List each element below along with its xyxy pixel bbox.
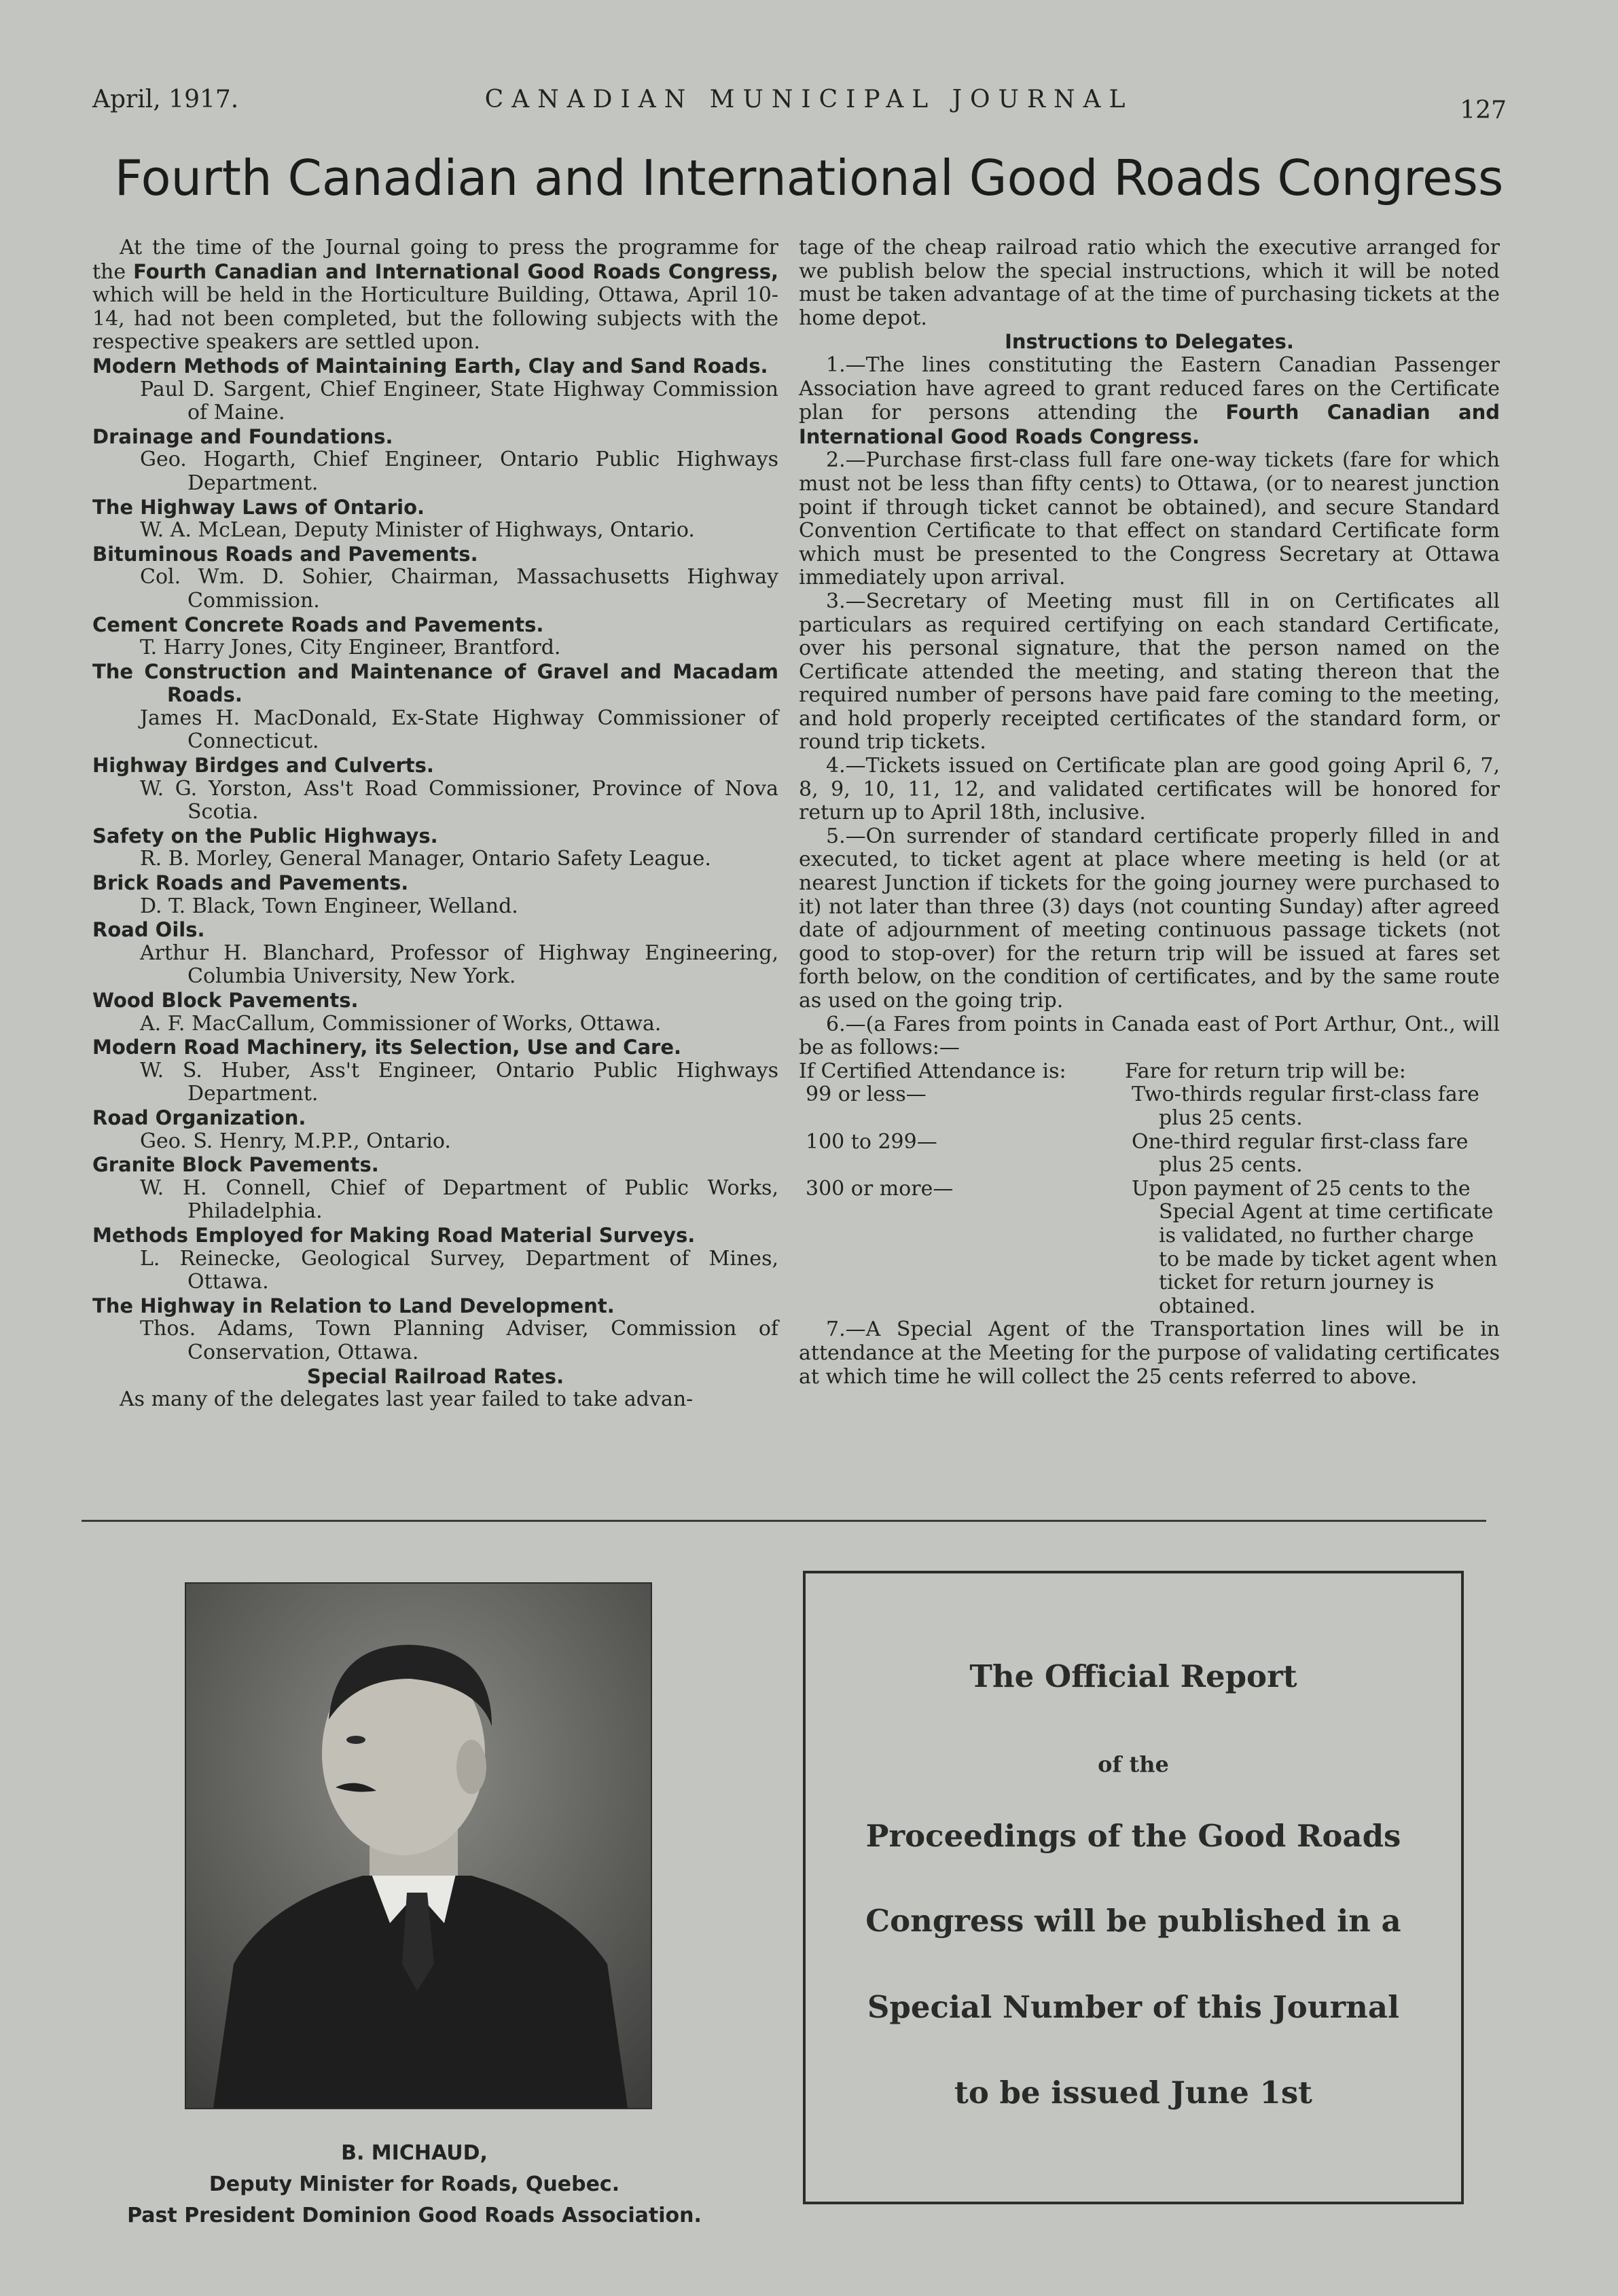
notice-line-3: Proceedings of the Good Roads	[865, 1818, 1401, 1854]
programme-speaker: W. G. Yorston, Ass't Road Commissioner, Province of Nova Scotia.	[140, 776, 778, 824]
instruction-4: 4.—Tickets issued on Certificate plan are good going April 6, 7, 8, 9, 10, 11, 12, and validated certificates will be honored for return up to April 18th, inclusive.	[799, 754, 1500, 825]
programme-topic: Safety on the Public Highways.	[92, 824, 438, 848]
fare-row	[799, 1178, 1500, 1319]
programme-speaker: Thos. Adams, Town Planning Adviser, Commission of Conservation, Ottawa.	[140, 1317, 778, 1364]
programme-speaker: Geo. Hogarth, Chief Engineer, Ontario Public Highways Department.	[140, 448, 778, 495]
instruction-5: 5.—On surrender of standard certificate properly filled in and executed, to ticket agent at place where meeting is held (or at nearest Junction if tickets for the going journey were purchased to it) not later than three (3) days (not counting Sunday) after agreed date of adjournment of meeting continuous passage tickets (not good to stop-over) for the return trip will be issued at fares set forth below, on the condition of certificates, and by the same route as used on the going trip.	[799, 824, 1500, 1013]
left-column	[92, 236, 778, 1412]
fare-header-fare: Fare for return trip will be:	[1125, 1059, 1406, 1083]
fare-amount: One-third regular first-class fare plus 25 cents.	[1132, 1129, 1469, 1178]
page-number: 127	[1460, 96, 1507, 124]
notice-line-1: The Official Report	[969, 1658, 1297, 1694]
rail-text-start: As many of the delegates last year failed to take advan-	[120, 1387, 694, 1412]
instruction-3: 3.—Secretary of Meeting must fill in on Certificates all particulars as required certifying on each standard Certificate, over his personal signature, that the person named on the Certificate attended the meeting, and stating thereon that the required number of persons have paid fare coming to the meeting, and hold properly receipted certificates of the standard form, or round trip tickets.	[799, 589, 1500, 754]
programme-topic: The Highway Laws of Ontario.	[92, 495, 425, 519]
programme-speaker: Col. Wm. D. Sohier, Chairman, Massachusetts Highway Commission.	[140, 565, 778, 613]
programme-list	[92, 354, 778, 1365]
programme-topic: Cement Concrete Roads and Pavements.	[92, 613, 544, 636]
programme-speaker: A. F. MacCallum, Commissioner of Works, Ottawa.	[140, 1011, 662, 1036]
portrait-photo	[185, 1582, 652, 2109]
official-report-notice	[803, 1571, 1464, 2204]
programme-speaker: W. A. McLean, Deputy Minister of Highways, Ontario.	[140, 518, 695, 543]
programme-topic: Wood Block Pavements.	[92, 989, 359, 1012]
programme-speaker: James H. MacDonald, Ex-State Highway Commissioner of Connecticut.	[140, 706, 778, 754]
fare-amount: Two-thirds regular first-class fare plus 25 cents.	[1132, 1082, 1479, 1130]
right-column	[799, 236, 1500, 1389]
article-title: Fourth Canadian and International Good Roads Congress	[114, 149, 1504, 206]
intro-congress-name: Fourth Canadian and International Good Roads Congress,	[133, 259, 778, 283]
fare-table	[799, 1060, 1500, 1319]
intro-text-end: which will be held in the Horticulture Building, Ottawa, April 10-14, had not been completed, but the following subjects with the respective speakers are settled upon.	[92, 283, 778, 354]
instruction-6: 6.—(a Fares from points in Canada east of Port Arthur, Ont., will be as follows:—	[799, 1012, 1500, 1060]
intro-text-start: At the time of the Journal going to press the programme for the	[92, 236, 778, 284]
programme-speaker: T. Harry Jones, City Engineer, Brantford.	[140, 636, 561, 660]
programme-speaker: Geo. S. Henry, M.P.P., Ontario.	[140, 1129, 451, 1153]
instruction-1-text: 1.—The lines constituting the Eastern Canadian Passenger Association have agreed to grant reduced fares on the Certificate plan for persons attending the	[799, 352, 1500, 425]
programme-topic: Bituminous Roads and Pavements.	[92, 542, 478, 566]
programme-speaker: R. B. Morley, General Manager, Ontario Safety League.	[140, 847, 711, 871]
programme-topic: Drainage and Foundations.	[92, 424, 393, 448]
issue-date: April, 1917.	[92, 86, 239, 113]
programme-speaker: W. H. Connell, Chief of Department of Public Works, Philadelphia.	[140, 1176, 778, 1224]
caption-name: B. MICHAUD,	[341, 2141, 488, 2165]
fare-header-attendance: If Certified Attendance is:	[799, 1059, 1066, 1083]
caption-title: Deputy Minister for Roads, Quebec.	[209, 2172, 620, 2196]
programme-topic: Modern Methods of Maintaining Earth, Clay and Sand Roads.	[92, 354, 768, 378]
programme-topic: Brick Roads and Pavements.	[92, 871, 409, 895]
programme-speaker: D. T. Black, Town Engineer, Welland.	[140, 894, 518, 918]
fare-amount: Upon payment of 25 cents to the Special Agent at time certificate is validated, no further charge to be made by ticket agent when ticket for return journey is obtained.	[1132, 1176, 1498, 1318]
fare-row	[799, 1083, 1500, 1130]
fare-row	[799, 1131, 1500, 1178]
programme-topic: Modern Road Machinery, its Selection, Use and Care.	[92, 1036, 681, 1059]
programme-speaker: Arthur H. Blanchard, Professor of Highway Engineering, Columbia University, New York.	[140, 941, 778, 989]
programme-topic: Methods Employed for Making Road Material Surveys.	[92, 1223, 696, 1247]
journal-name: CANADIAN MUNICIPAL JOURNAL	[484, 86, 1134, 113]
programme-topic: Road Oils.	[92, 918, 205, 942]
programme-topic: Road Organization.	[92, 1106, 306, 1129]
programme-speaker: Paul D. Sargent, Chief Engineer, State Highway Commission of Maine.	[140, 377, 778, 425]
fare-rows	[799, 1083, 1500, 1318]
caption-position: Past President Dominion Good Roads Association.	[127, 2204, 702, 2227]
instructions-heading: Instructions to Delegates.	[1005, 330, 1294, 354]
notice-line-6: to be issued June 1st	[954, 2075, 1312, 2111]
portrait-illustration	[186, 1584, 651, 2108]
instruction-7: 7.—A Special Agent of the Transportation lines will be in attendance at the Meeting for the purpose of validating certificates at which time he will collect the 25 cents referred to above.	[799, 1317, 1500, 1389]
notice-line-2: of the	[1098, 1751, 1169, 1777]
programme-speaker: W. S. Huber, Ass't Engineer, Ontario Public Highways Department.	[140, 1058, 778, 1106]
instruction-1	[799, 354, 1500, 449]
programme-speaker: L. Reinecke, Geological Survey, Department of Mines, Ottawa.	[140, 1246, 778, 1294]
instruction-2: 2.—Purchase first-class full fare one-way tickets (fare for which must not be less than fifty cents) to Ottawa, (or to nearest junction point if through ticket cannot be obtained), and secure Standard Convention Certificate to that effect on standard Certificate form which must be presented to the Congress Secretary at Ottawa immediately upon arrival.	[799, 448, 1500, 590]
section-divider	[82, 1520, 1486, 1522]
fare-table-header	[799, 1060, 1500, 1084]
instruction-1-congress: Fourth Canadian and International Good Roads Congress.	[799, 401, 1500, 448]
programme-topic: Granite Block Pavements.	[92, 1153, 379, 1177]
intro-paragraph	[92, 236, 778, 354]
programme-topic: The Highway in Relation to Land Development.	[92, 1294, 615, 1317]
programme-topic: Highway Birdges and Culverts.	[92, 754, 434, 778]
fare-attendance: 100 to 299—	[806, 1129, 937, 1154]
rail-heading: Special Railroad Rates.	[306, 1364, 564, 1388]
programme-topic: The Construction and Maintenance of Gravel and Macadam Roads.	[92, 659, 778, 707]
fare-attendance: 300 or more—	[806, 1176, 954, 1201]
notice-line-5: Special Number of this Journal	[867, 1989, 1400, 2025]
portrait-caption	[82, 2138, 747, 2231]
notice-line-4: Congress will be published in a	[865, 1903, 1401, 1939]
rail-text-continued: tage of the cheap railroad ratio which the executive arranged for we publish below the special instructions, which it will be noted must be taken advantage of at the time of purchasing tickets at the home depot.	[799, 236, 1500, 330]
fare-attendance: 99 or less—	[806, 1082, 927, 1107]
